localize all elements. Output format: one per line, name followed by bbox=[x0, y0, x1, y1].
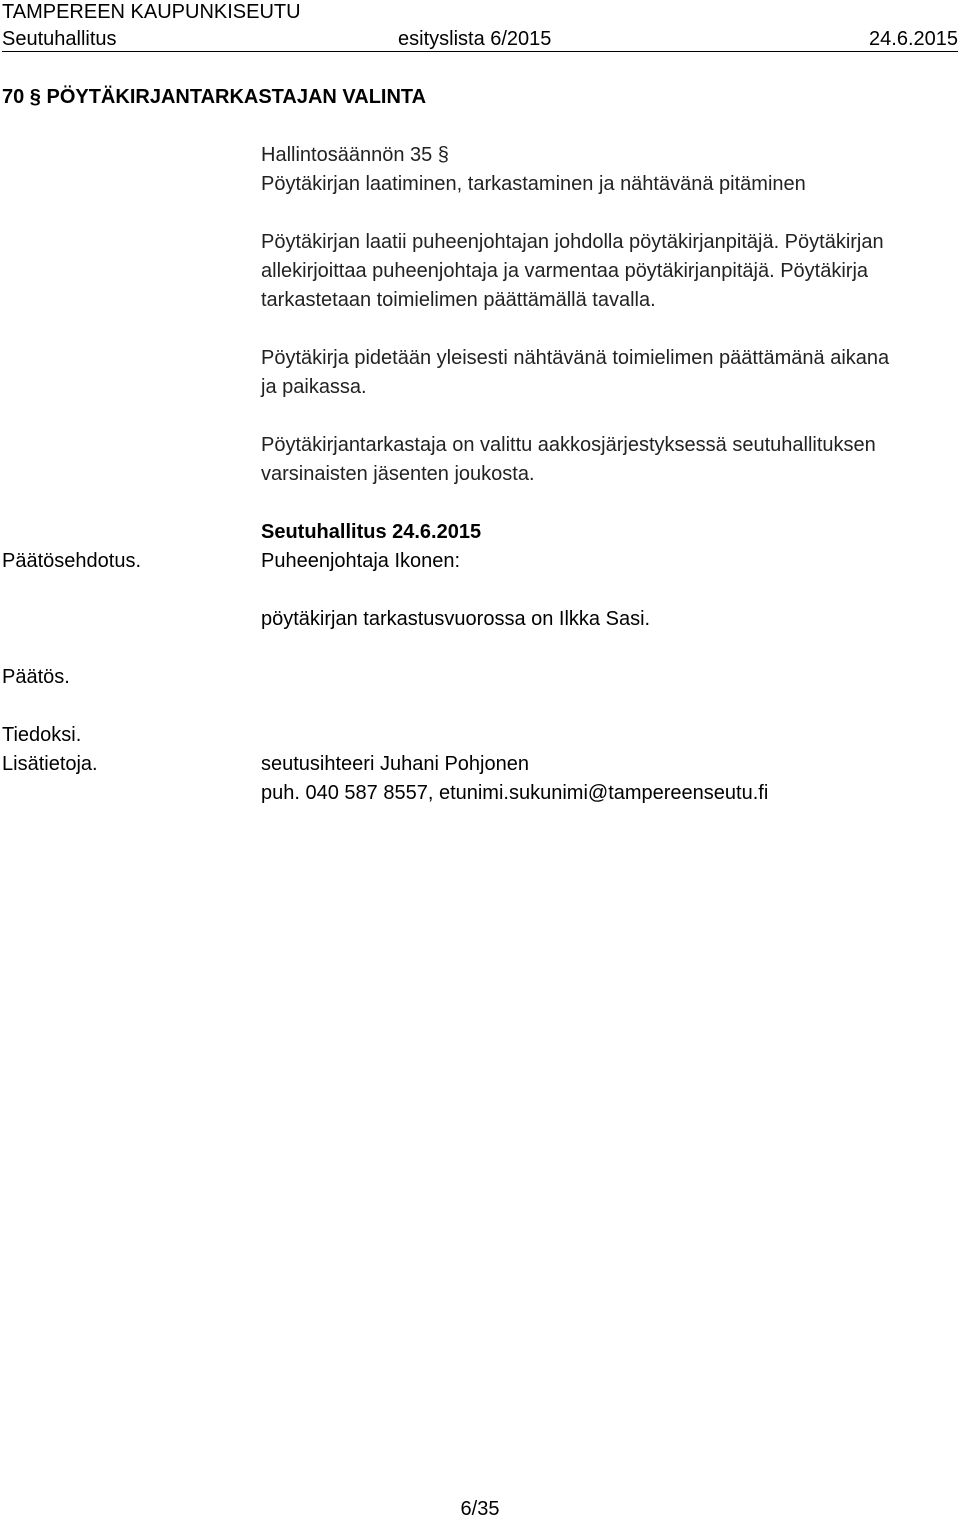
paragraph-3-line-1: Pöytäkirjantarkastaja on valittu aakkosjärjestyksessä seutuhallituksen bbox=[261, 434, 876, 456]
header-row bbox=[2, 27, 958, 52]
meeting-heading: Seutuhallitus 24.6.2015 bbox=[261, 521, 482, 543]
notice-label: Tiedoksi. bbox=[2, 724, 82, 746]
paragraph-1-line-1: Pöytäkirjan laatii puheenjohtajan johdolla pöytäkirjanpitäjä. Pöytäkirjan bbox=[261, 231, 884, 253]
paragraph-1-line-3: tarkastetaan toimielimen päättämällä tavalla. bbox=[261, 289, 656, 311]
contact-name: seutusihteeri Juhani Pohjonen bbox=[261, 753, 529, 775]
header-organization: TAMPEREEN KAUPUNKISEUTU bbox=[2, 1, 301, 23]
rule-reference-title: Pöytäkirjan laatiminen, tarkastaminen ja nähtävänä pitäminen bbox=[261, 173, 806, 195]
page-number: 6/35 bbox=[460, 1498, 500, 1520]
paragraph-1-line-2: allekirjoittaa puheenjohtaja ja varmentaa pöytäkirjanpitäjä. Pöytäkirja bbox=[261, 260, 869, 282]
proposal-text: pöytäkirjan tarkastusvuorossa on Ilkka Sasi. bbox=[261, 608, 651, 630]
more-info-label: Lisätietoja. bbox=[2, 753, 98, 775]
paragraph-2-line-2: ja paikassa. bbox=[261, 376, 367, 398]
paragraph-2-line-1: Pöytäkirja pidetään yleisesti nähtävänä toimielimen päättämänä aikana bbox=[261, 347, 890, 369]
decision-label: Päätös. bbox=[2, 666, 70, 688]
section-title: 70 § PÖYTÄKIRJANTARKASTAJAN VALINTA bbox=[2, 86, 427, 108]
header-date: 24.6.2015 bbox=[869, 28, 958, 50]
contact-details: puh. 040 587 8557, etunimi.sukunimi@tampereenseutu.fi bbox=[261, 782, 769, 804]
paragraph-3-line-2: varsinaisten jäsenten joukosta. bbox=[261, 463, 535, 485]
header-body-name: Seutuhallitus bbox=[2, 28, 117, 50]
proposal-label: Päätösehdotus. bbox=[2, 550, 141, 572]
rule-reference: Hallintosäännön 35 § bbox=[261, 144, 449, 166]
header-agenda-number: esityslista 6/2015 bbox=[398, 28, 552, 50]
chair-line: Puheenjohtaja Ikonen: bbox=[261, 550, 461, 572]
